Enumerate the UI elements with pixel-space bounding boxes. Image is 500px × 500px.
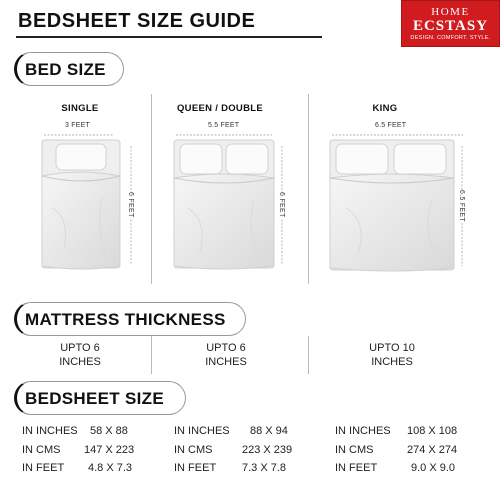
unit-label: IN CMS: [22, 444, 61, 456]
section-mattress-thickness-label: MATTRESS THICKNESS: [25, 310, 226, 329]
page-title: BEDSHEET SIZE GUIDE: [18, 10, 256, 32]
size-value: 147 X 223: [84, 444, 135, 456]
width-king: 6.5 FEET: [375, 122, 407, 129]
bed-label-king: KING: [372, 103, 398, 114]
unit-label: IN CMS: [174, 444, 213, 456]
size-value: 7.3 X 7.8: [242, 462, 287, 474]
length-queen: 6 FEET: [278, 192, 285, 218]
unit-label: IN INCHES: [174, 425, 230, 437]
length-king: 6.5 FEET: [458, 190, 465, 222]
logo-line1: HOME: [431, 6, 470, 18]
section-mattress-thickness: [14, 302, 246, 336]
thickness-queen-line1: UPTO 6: [206, 342, 246, 354]
thickness-queen-line2: INCHES: [205, 356, 247, 368]
unit-label: IN INCHES: [335, 425, 391, 437]
width-queen: 5.5 FEET: [208, 122, 240, 129]
thickness-king: [342, 341, 442, 369]
size-value: 274 X 274: [407, 444, 458, 456]
unit-label: IN INCHES: [22, 425, 78, 437]
unit-label: IN FEET: [22, 462, 65, 474]
thickness-king-line2: INCHES: [371, 356, 413, 368]
section-bedsheet-size: [14, 381, 186, 415]
section-bedsheet-size-label: BEDSHEET SIZE: [25, 389, 164, 408]
size-value: 58 X 88: [90, 425, 128, 437]
thickness-queen: [176, 341, 276, 369]
bed-label-single: SINGLE: [61, 103, 99, 114]
width-single: 3 FEET: [65, 122, 90, 129]
thickness-king-line1: UPTO 10: [369, 342, 415, 354]
thickness-single: [30, 341, 130, 369]
section-bed-size-label: BED SIZE: [25, 60, 106, 79]
size-value: 4.8 X 7.3: [88, 462, 133, 474]
size-value: 223 X 239: [242, 444, 293, 456]
single-bed-image: [40, 138, 122, 270]
logo-line2: ECSTASY: [412, 18, 489, 34]
length-single: 6 FEET: [127, 192, 134, 218]
queen-bed-image: [172, 138, 276, 270]
size-value: 108 X 108: [407, 425, 458, 437]
unit-label: IN FEET: [335, 462, 378, 474]
king-bed-image: [328, 138, 456, 272]
thickness-single-line2: INCHES: [59, 356, 101, 368]
thickness-single-line1: UPTO 6: [60, 342, 100, 354]
unit-label: IN CMS: [335, 444, 374, 456]
bed-label-queen: QUEEN / DOUBLE: [176, 103, 263, 114]
size-value: 9.0 X 9.0: [411, 462, 456, 474]
logo-tagline: DESIGN. COMFORT. STYLE.: [410, 35, 491, 41]
unit-label: IN FEET: [174, 462, 217, 474]
size-value: 88 X 94: [250, 425, 288, 437]
